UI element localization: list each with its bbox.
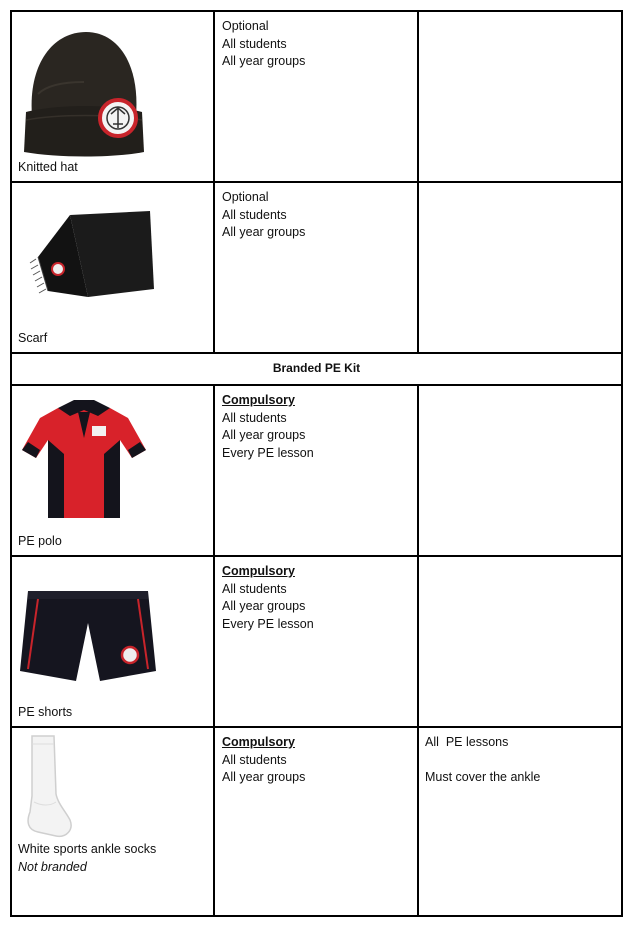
item-name: White sports ankle socks bbox=[18, 842, 157, 856]
requirement-label: Optional bbox=[222, 19, 269, 33]
table-row bbox=[11, 11, 622, 182]
detail-text: Every PE lesson bbox=[222, 616, 314, 631]
requirement-cell bbox=[214, 385, 418, 556]
requirement-label: Compulsory bbox=[222, 564, 295, 578]
table-row bbox=[11, 385, 622, 556]
requirement-cell bbox=[214, 11, 418, 182]
detail-text: All year groups bbox=[222, 225, 306, 239]
table-row bbox=[11, 353, 622, 385]
item-name: PE polo bbox=[18, 534, 62, 548]
note-text: Must cover the ankle bbox=[425, 770, 541, 784]
pe-polo-image bbox=[18, 394, 150, 524]
requirement-cell bbox=[214, 727, 418, 916]
requirement-label: Compulsory bbox=[222, 393, 295, 407]
item-name: Knitted hat bbox=[18, 160, 78, 174]
ankle-sock-image bbox=[18, 732, 78, 842]
notes-cell bbox=[418, 556, 622, 727]
knitted-hat-image bbox=[18, 24, 148, 159]
note-text: All PE lessons bbox=[425, 735, 509, 749]
detail-text: All year groups bbox=[222, 428, 306, 442]
requirement-cell bbox=[214, 182, 418, 353]
detail-text: All year groups bbox=[222, 54, 306, 68]
notes-cell bbox=[418, 11, 622, 182]
detail-text: All students bbox=[222, 410, 287, 425]
item-cell bbox=[11, 11, 214, 182]
notes-cell bbox=[418, 727, 622, 916]
detail-text: All students bbox=[222, 207, 287, 222]
detail-text: Every PE lesson bbox=[222, 445, 314, 460]
detail-text: All year groups bbox=[222, 599, 306, 613]
notes-cell bbox=[418, 385, 622, 556]
scarf-image bbox=[18, 205, 158, 305]
pe-shorts-image bbox=[18, 585, 158, 685]
section-header: Branded PE Kit bbox=[11, 353, 622, 385]
item-name: PE shorts bbox=[18, 705, 73, 719]
requirement-cell bbox=[214, 556, 418, 727]
item-cell bbox=[11, 385, 214, 556]
item-subname: Not branded bbox=[18, 860, 87, 874]
detail-text: All year groups bbox=[222, 770, 306, 784]
table-row bbox=[11, 182, 622, 353]
detail-text: All students bbox=[222, 581, 287, 596]
table-row bbox=[11, 727, 622, 916]
detail-text: All students bbox=[222, 36, 287, 51]
uniform-table bbox=[10, 10, 623, 917]
item-cell bbox=[11, 182, 214, 353]
item-cell bbox=[11, 556, 214, 727]
detail-text: All students bbox=[222, 752, 287, 767]
requirement-label: Optional bbox=[222, 190, 269, 204]
notes-cell bbox=[418, 182, 622, 353]
table-row bbox=[11, 556, 622, 727]
requirement-label: Compulsory bbox=[222, 735, 295, 749]
item-name: Scarf bbox=[18, 331, 48, 345]
item-cell bbox=[11, 727, 214, 916]
